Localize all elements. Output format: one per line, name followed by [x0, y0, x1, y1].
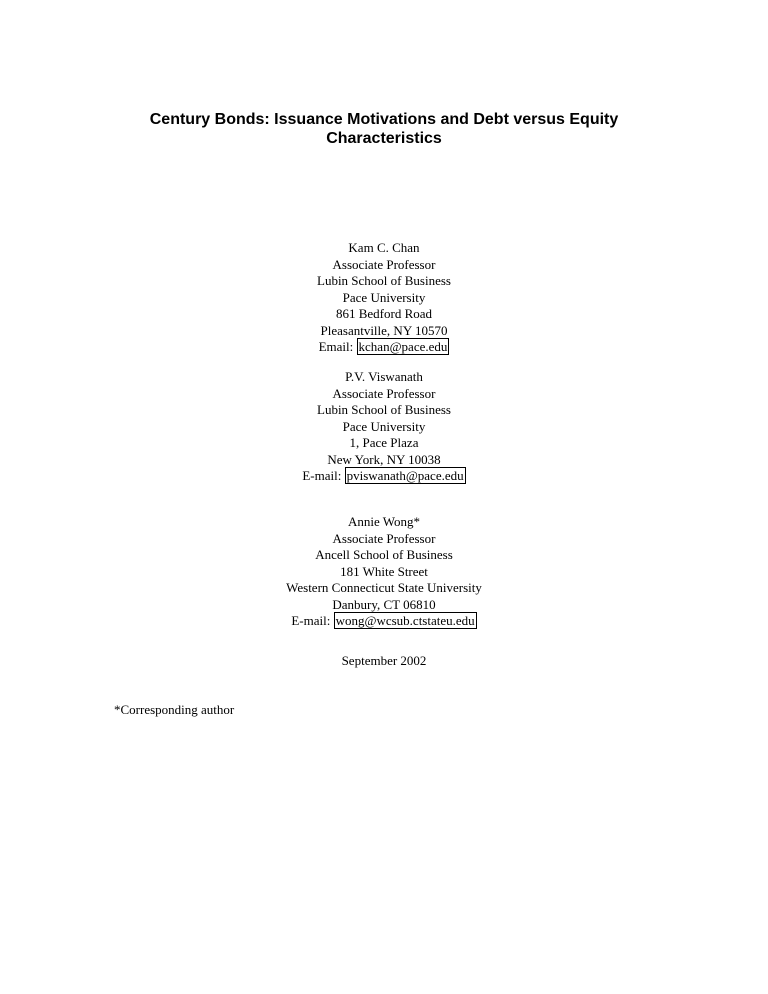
email-link[interactable]: pviswanath@pace.edu	[346, 468, 464, 483]
author-email-line	[0, 613, 768, 630]
author-name: Kam C. Chan	[348, 240, 420, 255]
author-email-line	[0, 339, 768, 356]
author-block-chan	[0, 240, 768, 356]
author-university: Pace University	[342, 289, 426, 305]
author-city: Pleasantville, NY 10570	[320, 322, 448, 338]
paper-title-line-2: Characteristics	[326, 130, 442, 147]
email-label: E-mail:	[291, 613, 331, 628]
author-street: 1, Pace Plaza	[349, 435, 419, 450]
author-name: Annie Wong*	[347, 514, 420, 529]
author-city: New York, NY 10038	[327, 451, 441, 467]
author-university: Western Connecticut State University	[286, 580, 482, 595]
author-school: Lubin School of Business	[317, 273, 451, 288]
author-name: P.V. Viswanath	[345, 369, 423, 384]
email-link[interactable]: wong@wcsub.ctstateu.edu	[335, 613, 475, 628]
author-position: Associate Professor	[332, 385, 436, 401]
author-position: Associate Professor	[332, 530, 436, 546]
author-university: Pace University	[342, 418, 426, 434]
email-label: Email:	[318, 339, 354, 354]
corresponding-author-note: *Corresponding author	[114, 702, 235, 717]
author-email-line	[0, 468, 768, 485]
author-school: Lubin School of Business	[317, 402, 451, 417]
author-block-wong	[0, 514, 768, 630]
author-street: 181 White Street	[340, 563, 428, 579]
paper-title	[0, 110, 768, 148]
email-link[interactable]: kchan@pace.edu	[358, 339, 448, 354]
author-position: Associate Professor	[332, 256, 436, 272]
email-label: E-mail:	[302, 468, 342, 483]
paper-title-line-1: Century Bonds: Issuance Motivations and Debt versus Equity	[149, 111, 619, 128]
author-street: 861 Bedford Road	[335, 306, 433, 321]
publication-date: September 2002	[341, 653, 427, 668]
author-block-viswanath	[0, 369, 768, 485]
author-school: Ancell School of Business	[315, 547, 453, 562]
author-city: Danbury, CT 06810	[332, 596, 436, 612]
